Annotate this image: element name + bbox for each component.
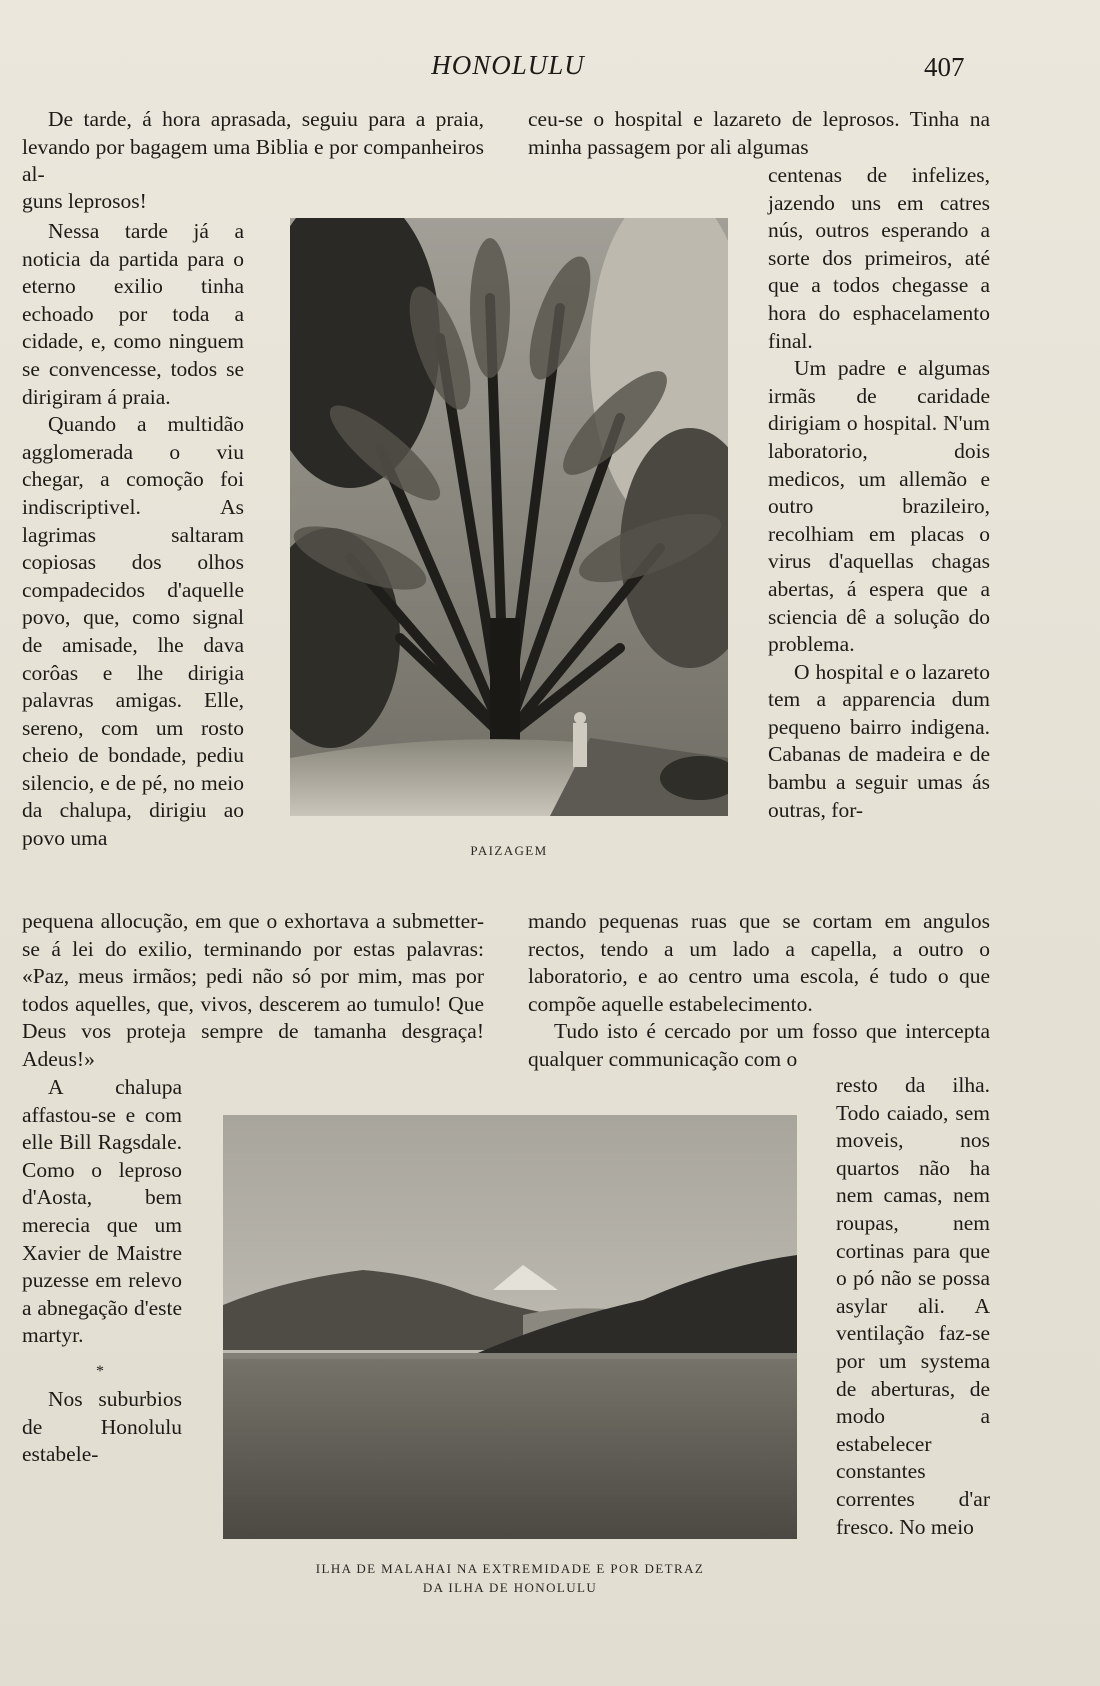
page-number: 407 <box>924 52 965 82</box>
bottom-caption-line: DA ILHA DE HONOLULU <box>422 1580 598 1595</box>
left-column-bottom <box>22 1074 182 1469</box>
bottom-photo-caption <box>223 1559 797 1597</box>
left-column-full <box>22 908 484 1074</box>
right-column-full <box>528 908 990 1074</box>
ornament: * <box>96 1362 104 1380</box>
paragraph: De tarde, á hora aprasada, seguiu para a praia, levando por bagagem uma Biblia e por companheiros al- <box>22 107 484 187</box>
paragraph: Quando a multidão agglomerada o viu chegar, a comoção foi indiscriptivel. As lagrimas saltaram copiosas dos olhos compadecidos d'aquelle povo, que, como signal de amisade, lhe dava corôas e lhe dirigia palavras amigas. Elle, sereno, com um rosto cheio de bondade, pediu silencio, e de pé, no meio da chalupa, dirigiu ao povo uma <box>22 412 244 851</box>
island-photo <box>223 1115 797 1539</box>
running-title: HONOLULU <box>431 50 585 80</box>
island-seascape-image <box>223 1115 797 1539</box>
paragraph: Tudo isto é cercado por um fosso que intercepta qualquer communicação com o <box>528 1019 990 1071</box>
right-column-bottom <box>836 1072 990 1541</box>
paragraph: resto da ilha. Todo caiado, sem moveis, nos quartos não ha nem camas, nem roupas, nem cortinas para que o pó não se possa asylar ali. A ventilação faz-se por um systema de aberturas, de modo a estabelecer constantes correntes d'ar fresco. No meio <box>836 1073 990 1539</box>
paragraph: centenas de infelizes, jazendo uns em catres nús, outros esperando a sorte dos primeiros, até que a todos chegasse a hora do esphacelamento final. <box>768 163 990 353</box>
paragraph: pequena allocução, em que o exhortava a submetter-se á lei do exilio, terminando por estas palavras: «Paz, meus irmãos; pedi não só por mim, mas por todos aquelles, que, vivos, descerem ao tumulo! Que Deus vos proteja sempre de tamanha desgraça! Adeus!» <box>22 909 484 1071</box>
landscape-photo <box>290 218 728 816</box>
left-column-top <box>22 106 484 189</box>
paragraph: O hospital e o lazareto tem a apparencia dum pequeno bairro indigena. Cabanas de madeira e de bambu a seguir umas ás outras, for- <box>768 659 990 822</box>
left-column-narrow <box>22 218 244 853</box>
right-column-narrow <box>768 162 990 824</box>
ornament-wrap <box>22 1350 182 1386</box>
bottom-caption-line: ILHA DE MALAHAI NA EXTREMIDADE E POR DETRAZ <box>315 1561 705 1576</box>
paragraph: mando pequenas ruas que se cortam em angulos rectos, tendo a um lado a capella, a outro o laboratorio, e ao centro uma escola, é tudo o que compõe aquelle estabelecimento. <box>528 909 990 1016</box>
paragraph: Nessa tarde já a noticia da partida para o eterno exilio tinha echoado por toda a cidade, e, como ninguem se convencesse, todos se dirigiram á praia. <box>22 219 244 409</box>
paragraph: Nos suburbios de Honolulu estabele- <box>22 1386 182 1467</box>
left-column-top-narrow <box>22 188 244 216</box>
right-column-top <box>528 106 990 161</box>
paragraph: A chalupa affastou-se e com elle Bill Ragsdale. Como o leproso d'Aosta, bem merecia que um Xavier de Maistre puzesse em relevo a abnegação d'este martyr. <box>22 1075 182 1348</box>
paragraph-line: guns leprosos! <box>22 189 147 213</box>
paragraph: ceu-se o hospital e lazareto de leprosos. Tinha na minha passagem por ali algumas <box>528 107 990 159</box>
palm-landscape-image <box>290 218 728 816</box>
paragraph: Um padre e algumas irmãs de caridade dirigiam o hospital. N'um laboratorio, dois medicos, um allemão e outro brazileiro, recolhiam em placas o virus d'aquellas chagas abertas, á espera que a sciencia dê a solução do problema. <box>768 356 990 657</box>
top-photo-caption: PAIZAGEM <box>470 843 548 858</box>
